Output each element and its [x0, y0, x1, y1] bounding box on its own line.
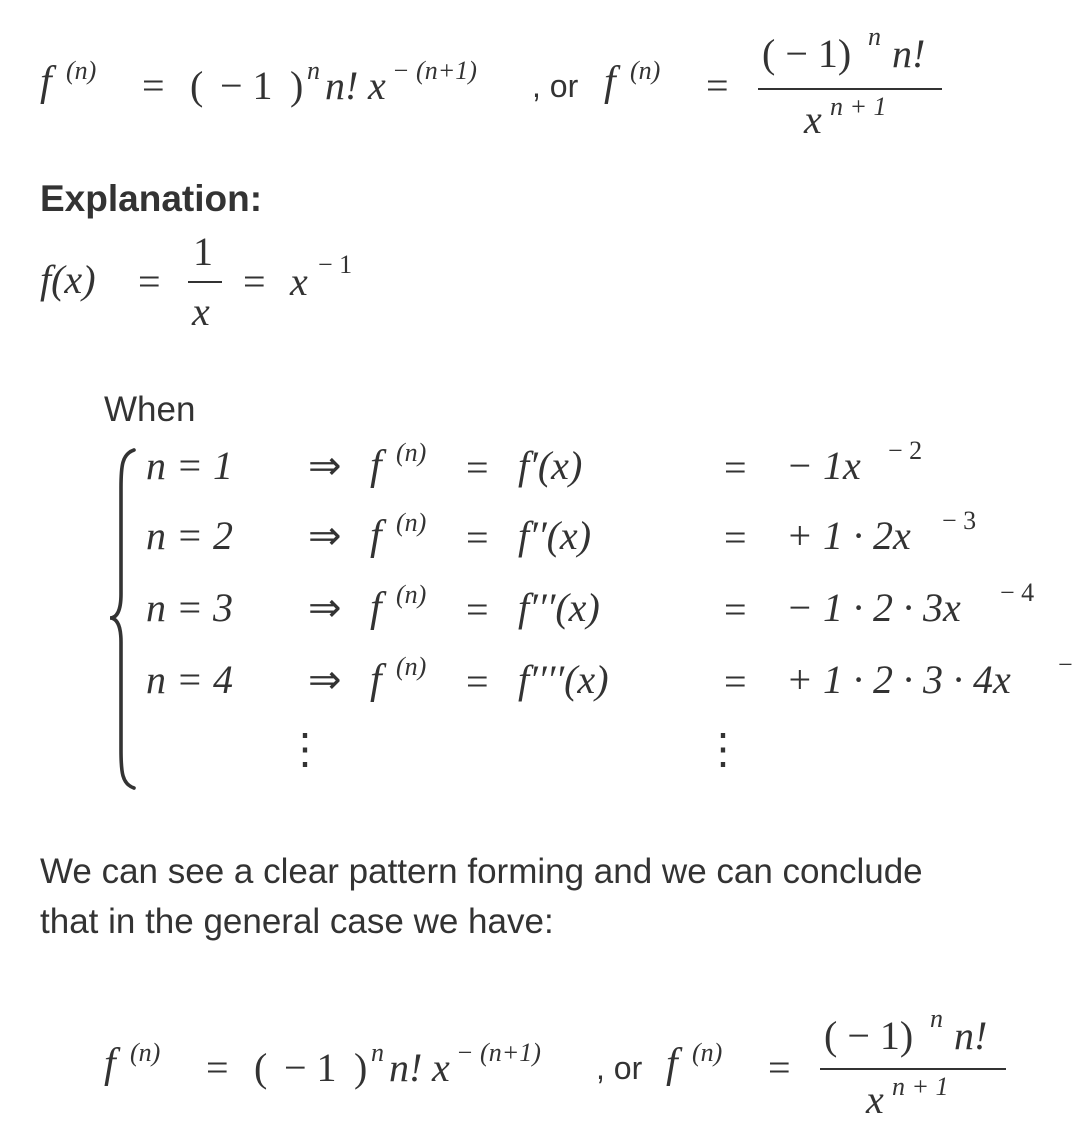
conclusion-line-1: We can see a clear pattern forming and we can conclude	[40, 852, 923, 891]
derivative: f′′(x)	[518, 513, 592, 558]
fx: f(x)	[40, 257, 96, 302]
rparen: )	[290, 63, 304, 108]
lparen: (	[190, 63, 204, 108]
exp-neg-one: − 1	[318, 250, 353, 279]
result-exp: − 4	[1000, 578, 1035, 607]
sup-n-2: (n)	[630, 56, 661, 85]
when-label: When	[104, 390, 196, 429]
f-symbol: f	[370, 513, 382, 559]
result-exp: −	[1058, 650, 1073, 679]
fraction-bar	[820, 1068, 1006, 1070]
n-value: n = 1	[146, 443, 233, 488]
equals: =	[142, 63, 165, 108]
f-symbol: f	[370, 443, 382, 489]
equals-2: =	[724, 445, 747, 490]
implies-arrow: ⇒	[308, 657, 342, 702]
x-var: x	[368, 63, 386, 108]
derivative: f′′′′(x)	[518, 657, 609, 702]
numerator-one: 1	[193, 229, 213, 274]
implies-arrow: ⇒	[308, 443, 342, 488]
denominator-exp: n + 1	[830, 92, 887, 121]
sup-n: (n)	[396, 508, 427, 537]
numerator-fact: n!	[892, 31, 926, 76]
derivative: f′′′(x)	[518, 585, 600, 630]
equals-2: =	[724, 587, 747, 632]
fraction-bar	[758, 88, 942, 90]
denominator-x: x	[804, 97, 822, 142]
x-var: x	[290, 259, 308, 304]
lparen: (	[254, 1045, 268, 1090]
implies-arrow: ⇒	[308, 585, 342, 630]
neg-one: − 1	[220, 63, 273, 108]
conclusion-line-2: that in the general case we have:	[40, 902, 554, 941]
result-exp: − 2	[888, 436, 923, 465]
exp-neg: − (n+1)	[456, 1038, 541, 1067]
f-symbol-2: f	[604, 59, 616, 105]
numerator-exp: n	[868, 22, 881, 51]
result: − 1 · 2 · 3x	[786, 585, 961, 630]
sup-n: (n)	[396, 438, 427, 467]
f-symbol: f	[370, 657, 382, 703]
explanation-heading: Explanation:	[40, 178, 263, 219]
f-symbol: f	[370, 585, 382, 631]
equals-2: =	[724, 659, 747, 704]
implies-arrow: ⇒	[308, 513, 342, 558]
denominator-exp: n + 1	[892, 1072, 949, 1101]
equals-2: =	[706, 63, 729, 108]
exp-n: n	[307, 56, 320, 85]
fraction-bar	[188, 281, 222, 283]
exp-neg: − (n+1)	[392, 56, 477, 85]
equals: =	[206, 1045, 229, 1090]
result: + 1 · 2x	[786, 513, 911, 558]
equals: =	[466, 587, 489, 632]
rparen: )	[354, 1045, 368, 1090]
n-factorial: n!	[325, 63, 359, 108]
equals-2: =	[243, 259, 266, 304]
numerator: ( − 1)	[762, 31, 852, 76]
result: + 1 · 2 · 3 · 4x	[786, 657, 1011, 702]
or-text: , or	[596, 1050, 643, 1086]
vertical-dots: ⋮	[284, 727, 326, 773]
equals: =	[466, 445, 489, 490]
sup-n: (n)	[396, 580, 427, 609]
n-factorial: n!	[389, 1045, 423, 1090]
left-brace	[104, 444, 138, 792]
result: − 1x	[786, 443, 861, 488]
equals: =	[466, 659, 489, 704]
vertical-dots: ⋮	[702, 727, 744, 773]
f-symbol: f	[104, 1041, 116, 1087]
numerator-fact: n!	[954, 1013, 988, 1058]
neg-one: − 1	[284, 1045, 337, 1090]
f-symbol-2: f	[666, 1041, 678, 1087]
n-value: n = 4	[146, 657, 233, 702]
equals-2: =	[768, 1045, 791, 1090]
equals-2: =	[724, 515, 747, 560]
equals: =	[466, 515, 489, 560]
n-value: n = 3	[146, 585, 233, 630]
sup-n: (n)	[130, 1038, 161, 1067]
numerator: ( − 1)	[824, 1013, 914, 1058]
or-text: , or	[532, 68, 579, 104]
exp-n: n	[371, 1038, 384, 1067]
f-symbol: f	[40, 59, 52, 105]
sup-n: (n)	[396, 652, 427, 681]
equals: =	[138, 259, 161, 304]
n-value: n = 2	[146, 513, 233, 558]
result-exp: − 3	[942, 506, 977, 535]
derivative: f′(x)	[518, 443, 583, 488]
denominator-x: x	[866, 1077, 884, 1122]
x-var: x	[432, 1045, 450, 1090]
denominator-x: x	[192, 289, 210, 334]
sup-n-2: (n)	[692, 1038, 723, 1067]
numerator-exp: n	[930, 1004, 943, 1033]
sup-n: (n)	[66, 56, 97, 85]
